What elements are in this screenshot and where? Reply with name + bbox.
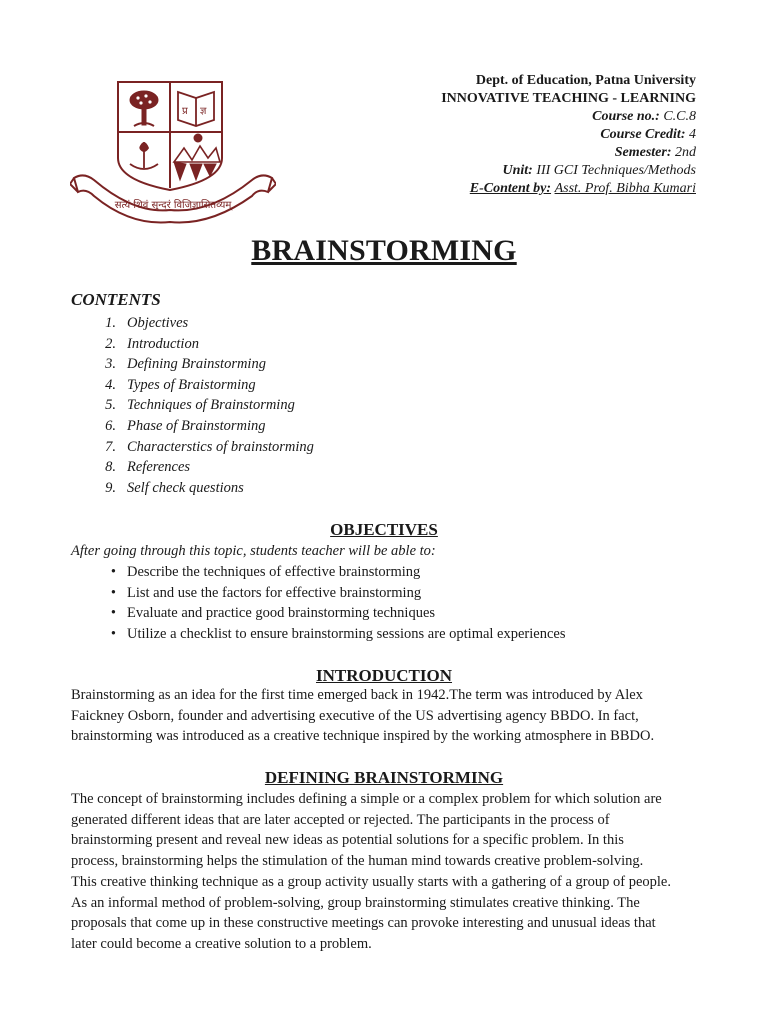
dept-line: Dept. of Education, Patna University (475, 73, 696, 88)
course-credit-line (441, 126, 696, 144)
contents-item-number: 6. (105, 417, 116, 434)
svg-text:प्र: प्र (182, 106, 188, 117)
econtent-value: Asst. Prof. Bibha Kumari (554, 181, 696, 196)
objectives-intro: After going through this topic, students teacher will be able to: (71, 543, 436, 559)
unit-value: III GCI Techniques/Methods (536, 163, 696, 178)
bullet-icon: • (110, 605, 116, 622)
paragraph-line: This creative thinking technique as a group activity usually starts with a gathering of a group of people. (71, 873, 671, 890)
paragraph-line: Brainstorming as an idea for the first time emerged back in 1942.The term was introduced by Alex (71, 687, 643, 703)
motto-ribbon (70, 175, 276, 222)
contents-item-number: 1. (105, 315, 116, 331)
logo-motto: सत्यं शिवं सुन्दरं विजिज्ञासितव्यम् (114, 200, 232, 211)
defining-heading: DEFINING BRAINSTORMING (264, 768, 504, 787)
paragraph-line: proposals that come up in these constructive meetings can provoke interesting and unusual ideas that (71, 915, 656, 932)
contents-item (71, 354, 314, 375)
objective-text: Describe the techniques of effective brainstorming (127, 564, 421, 580)
contents-item-number: 4. (105, 376, 116, 393)
contents-item-number: 3. (105, 356, 116, 373)
contents-item (71, 395, 314, 416)
objective-item (71, 562, 566, 583)
paragraph-line: The concept of brainstorming includes defining a simple or a complex problem for which solution are (71, 791, 662, 807)
introduction-paragraph (71, 685, 701, 747)
contents-item (71, 416, 314, 437)
semester-line (441, 144, 696, 162)
objective-item (71, 583, 566, 604)
contents-item-number: 5. (105, 397, 116, 414)
contents-item-label: Introduction (127, 335, 199, 352)
contents-item-number: 9. (105, 479, 116, 496)
semester-value: 2nd (675, 145, 696, 160)
course-no-value: C.C.8 (663, 109, 696, 124)
paragraph-line: generated different ideas that are later accepted or rejected. The participants in the process of (71, 811, 610, 828)
contents-item-label: References (127, 459, 191, 476)
defining-paragraph (71, 789, 701, 955)
course-credit-value: 4 (689, 127, 696, 142)
bullet-icon: • (110, 564, 116, 580)
open-book-icon (178, 92, 214, 126)
paragraph-line: later could become a creative solution to a problem. (71, 935, 372, 952)
paragraph-line: brainstorming was introduced as a creative technique inspired by the working atmosphere in BBDO. (71, 728, 655, 745)
paragraph-line: As an informal method of problem-solving, group brainstorming stimulates creative thinking. The (71, 894, 640, 911)
contents-item-label: Self check questions (127, 479, 244, 496)
contents-list (71, 313, 314, 498)
contents-item-label: Types of Braistorming (127, 376, 256, 393)
paragraph-line: process, brainstorming helps the stimulation of the human mind towards creative problem-solving. (71, 853, 644, 870)
unit-line (441, 162, 696, 180)
contents-item (71, 478, 314, 499)
contents-item-label: Defining Brainstorming (127, 356, 266, 373)
course-header (441, 72, 696, 198)
objective-item (71, 624, 566, 645)
page-title: BRAINSTORMING (251, 234, 517, 267)
objective-text: List and use the factors for effective brainstorming (127, 584, 422, 601)
econtent-label: E-Content by: (469, 181, 552, 196)
objective-text: Utilize a checklist to ensure brainstorming sessions are optimal experiences (127, 625, 566, 642)
contents-item (71, 457, 314, 478)
econtent-line (441, 180, 696, 198)
svg-text:ज्ञ: ज्ञ (200, 106, 207, 117)
objective-item (71, 603, 566, 624)
contents-item-label: Phase of Brainstorming (127, 417, 266, 434)
contents-item (71, 313, 314, 334)
introduction-heading: INTRODUCTION (315, 666, 453, 685)
course-no-label: Course no.: (592, 109, 660, 124)
tree-icon (130, 91, 158, 126)
bullet-icon: • (110, 625, 116, 642)
paragraph-line: brainstorming present and reveal new ideas as potential solutions for a specific problem. In this (71, 832, 624, 849)
contents-heading: CONTENTS (71, 290, 161, 309)
objective-text: Evaluate and practice good brainstorming techniques (127, 605, 436, 622)
lamp-icon (130, 142, 158, 169)
contents-item (71, 437, 314, 458)
course-credit-label: Course Credit: (600, 127, 686, 142)
program-line: INNOVATIVE TEACHING - LEARNING (441, 91, 696, 106)
objectives-heading: OBJECTIVES (330, 520, 438, 539)
contents-item-number: 2. (105, 335, 116, 352)
contents-item-label: Objectives (127, 315, 189, 331)
unit-label: Unit: (502, 163, 533, 178)
contents-item-label: Characterstics of brainstorming (127, 438, 314, 455)
contents-item-label: Techniques of Brainstorming (127, 397, 295, 414)
objectives-list (71, 562, 566, 644)
semester-label: Semester: (614, 145, 672, 160)
university-emblem-logo (70, 76, 276, 226)
contents-item (71, 375, 314, 396)
contents-item-number: 8. (105, 459, 116, 476)
contents-item (71, 334, 314, 355)
bullet-icon: • (110, 584, 116, 601)
paragraph-line: Faickney Osborn, founder and advertising executive of the US advertising agency BBDO. In fact, (71, 707, 639, 724)
course-no-line (441, 108, 696, 126)
contents-item-number: 7. (105, 438, 116, 455)
